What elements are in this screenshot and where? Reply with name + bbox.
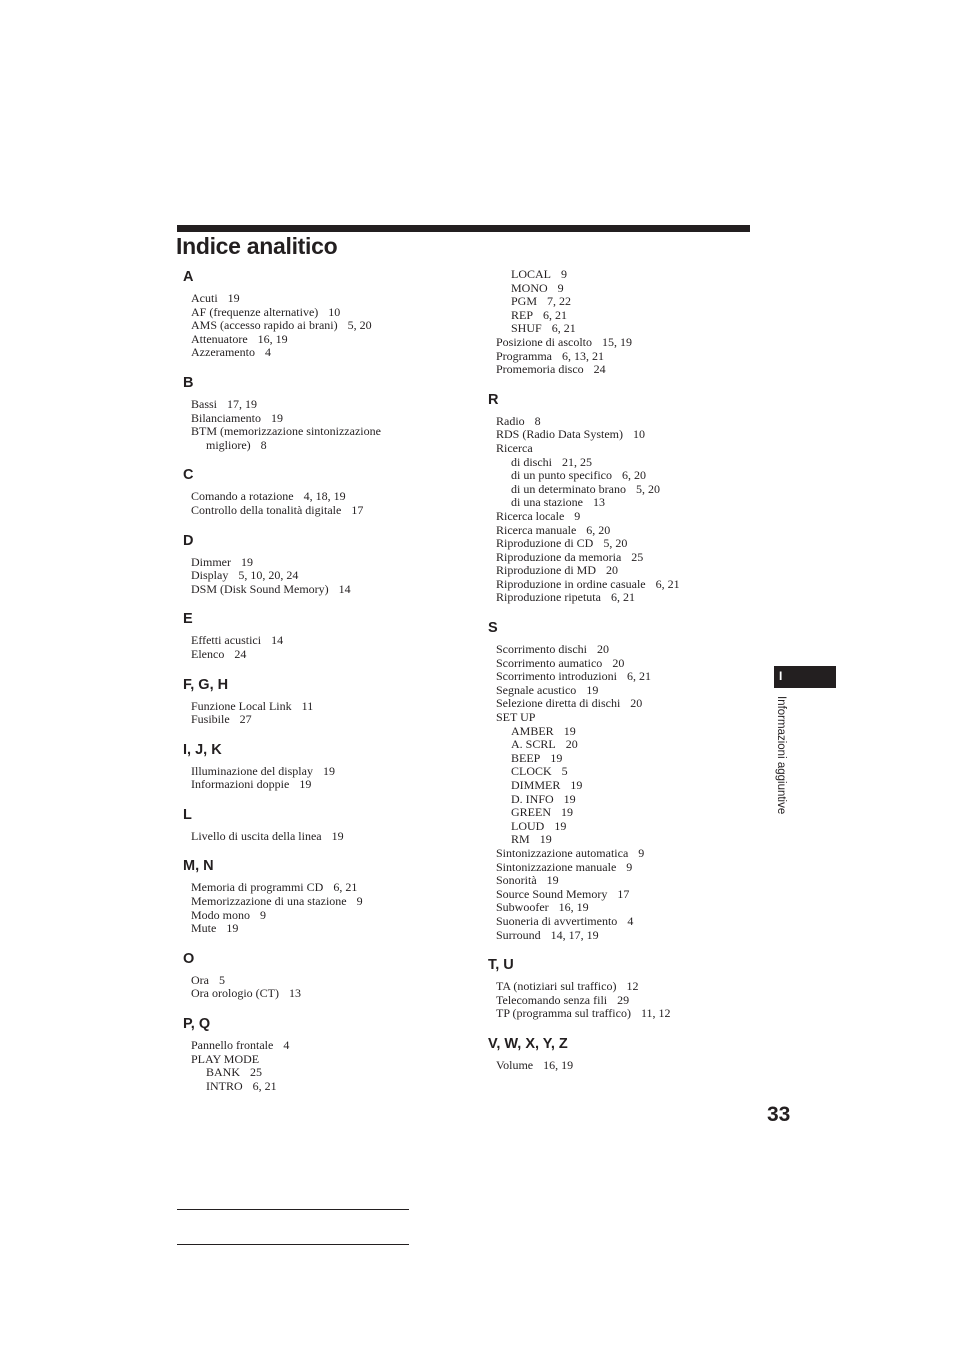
index-page-ref: 29 bbox=[617, 992, 630, 1007]
index-entry bbox=[183, 778, 423, 792]
index-term: Comando a rotazione bbox=[191, 489, 294, 504]
index-term: Attenuatore bbox=[191, 331, 248, 346]
index-term: DIMMER bbox=[511, 778, 561, 792]
index-entry bbox=[488, 643, 743, 657]
index-term: MONO bbox=[511, 280, 548, 295]
index-entry-list bbox=[183, 398, 423, 452]
index-term: Informazioni doppie bbox=[191, 777, 290, 792]
index-entry bbox=[488, 697, 743, 711]
index-page-ref: 5 bbox=[219, 972, 225, 987]
index-page-ref: 11, 12 bbox=[640, 1006, 671, 1021]
index-subentry bbox=[488, 282, 743, 296]
index-page-ref: 8 bbox=[534, 413, 541, 428]
index-page-ref: 19 bbox=[241, 554, 253, 569]
index-entry bbox=[488, 415, 743, 429]
index-term: AMS (accesso rapido ai brani) bbox=[191, 318, 338, 333]
index-term: Riproduzione ripetuta bbox=[496, 590, 601, 605]
index-term: SHUF bbox=[511, 321, 542, 336]
index-entry bbox=[183, 895, 423, 909]
index-page-ref: 6, 21 bbox=[543, 307, 568, 322]
index-entry bbox=[183, 881, 423, 895]
index-entry bbox=[488, 657, 743, 671]
index-page-ref: 8 bbox=[260, 437, 267, 452]
index-term: PLAY MODE bbox=[191, 1051, 260, 1066]
index-entry bbox=[183, 398, 423, 412]
index-term: RM bbox=[511, 832, 530, 847]
index-entry bbox=[488, 551, 743, 565]
index-letter-heading: O bbox=[183, 950, 195, 967]
index-page-ref: 19 bbox=[554, 818, 567, 833]
index-page-ref: 20 bbox=[606, 563, 618, 578]
index-term: Riproduzione di MD bbox=[496, 563, 596, 578]
index-entry-list bbox=[488, 980, 743, 1021]
index-term: GREEN bbox=[511, 805, 551, 820]
index-term: di un determinato brano bbox=[511, 481, 626, 496]
index-page-ref: 6, 20 bbox=[586, 522, 611, 537]
index-page-ref: 5, 20 bbox=[603, 536, 628, 551]
index-entry bbox=[183, 583, 423, 597]
index-term: AMBER bbox=[511, 723, 554, 738]
index-entry-list bbox=[183, 881, 423, 935]
index-section bbox=[183, 806, 423, 844]
index-page-ref: 9 bbox=[561, 267, 567, 281]
index-page-ref: 6, 13, 21 bbox=[562, 348, 604, 363]
index-page-ref: 16, 19 bbox=[558, 900, 589, 915]
index-term: Surround bbox=[496, 927, 541, 942]
index-entry bbox=[488, 994, 743, 1008]
index-entry bbox=[488, 929, 743, 943]
index-entry-list bbox=[183, 1039, 423, 1093]
index-page-ref: 14 bbox=[271, 633, 284, 648]
index-page-ref: 19 bbox=[539, 832, 552, 847]
index-entry bbox=[488, 711, 743, 725]
index-page-ref: 4, 18, 19 bbox=[303, 489, 346, 504]
index-section bbox=[183, 676, 423, 727]
index-term: Scorrimento dischi bbox=[496, 642, 587, 657]
index-page-ref: 25 bbox=[250, 1065, 263, 1080]
index-page-ref: 9 bbox=[557, 280, 564, 295]
index-section-continued bbox=[488, 268, 743, 377]
index-page-ref: 9 bbox=[260, 907, 267, 922]
index-term: Posizione di ascolto bbox=[496, 334, 592, 349]
index-page-ref: 19 bbox=[563, 791, 576, 806]
index-term: RDS (Radio Data System) bbox=[496, 427, 623, 442]
index-entry bbox=[183, 306, 423, 320]
index-term: Ora orologio (CT) bbox=[191, 986, 279, 1001]
index-section bbox=[183, 610, 423, 661]
footer-rule-2 bbox=[177, 1244, 409, 1245]
index-term: Riproduzione da memoria bbox=[496, 549, 622, 564]
index-term: Pannello frontale bbox=[191, 1038, 274, 1053]
index-page-ref: 4 bbox=[283, 1038, 290, 1053]
index-term: LOUD bbox=[511, 818, 545, 833]
index-entry bbox=[488, 578, 743, 592]
index-letter-heading: A bbox=[183, 269, 194, 285]
index-section bbox=[488, 1035, 743, 1073]
index-term: di dischi bbox=[511, 454, 552, 469]
index-subentry bbox=[488, 765, 743, 779]
index-page-ref: 19 bbox=[586, 682, 599, 697]
index-entry-list bbox=[183, 556, 423, 597]
index-letter-heading: C bbox=[183, 467, 194, 484]
index-page-ref: 9 bbox=[626, 859, 633, 874]
index-entry bbox=[488, 915, 743, 929]
index-entry-list bbox=[488, 643, 743, 942]
index-page-ref: 6, 20 bbox=[621, 468, 646, 483]
index-page-ref: 19 bbox=[570, 778, 583, 792]
index-entry bbox=[488, 684, 743, 698]
index-entry-list bbox=[183, 700, 423, 727]
section-tab-label: Informazioni aggiuntive bbox=[775, 696, 787, 815]
index-page-ref: 12 bbox=[626, 979, 639, 994]
index-page-ref: 19 bbox=[227, 291, 240, 305]
index-term: Ricerca manuale bbox=[496, 522, 577, 537]
index-term: Illuminazione del display bbox=[191, 763, 313, 778]
index-page-ref: 4 bbox=[627, 913, 634, 928]
index-page-ref: 6, 21 bbox=[333, 880, 358, 895]
index-entry bbox=[488, 428, 743, 442]
index-entry bbox=[183, 569, 423, 583]
index-term: A. SCRL bbox=[511, 737, 556, 752]
index-subentry bbox=[488, 456, 743, 470]
index-column-right bbox=[488, 268, 743, 1087]
index-term: Programma bbox=[496, 348, 552, 363]
index-page-ref: 24 bbox=[593, 362, 606, 377]
index-term: Scorrimento aumatico bbox=[496, 655, 603, 670]
index-term: Modo mono bbox=[191, 907, 251, 922]
index-page-ref: 20 bbox=[612, 655, 625, 670]
index-page-ref: 17, 19 bbox=[227, 396, 258, 411]
index-term: PGM bbox=[511, 294, 538, 309]
index-entry-list bbox=[488, 415, 743, 605]
index-term: Dimmer bbox=[191, 554, 231, 569]
index-subentry bbox=[488, 483, 743, 497]
index-term: AF (frequenze alternative) bbox=[191, 304, 319, 319]
index-term: Livello di uscita della linea bbox=[191, 828, 322, 843]
index-page-ref: 6, 21 bbox=[655, 576, 680, 591]
index-page-ref: 13 bbox=[592, 495, 605, 510]
index-page-ref: 11 bbox=[301, 698, 314, 713]
index-page-ref: 5, 20 bbox=[635, 481, 660, 496]
index-entry bbox=[183, 974, 423, 988]
index-page-ref: 19 bbox=[331, 828, 344, 843]
index-term: Display bbox=[191, 568, 229, 583]
index-subentry bbox=[488, 820, 743, 834]
index-entry bbox=[488, 510, 743, 524]
index-section bbox=[488, 391, 743, 605]
index-subentry bbox=[488, 496, 743, 510]
index-page-ref: 5, 20 bbox=[347, 318, 372, 333]
index-section bbox=[183, 532, 423, 597]
index-page-ref: 19 bbox=[322, 763, 335, 778]
index-letter-heading: F, G, H bbox=[183, 676, 229, 693]
index-subentry bbox=[488, 725, 743, 739]
index-page-ref: 20 bbox=[630, 696, 643, 711]
index-page-ref: 21, 25 bbox=[562, 454, 592, 469]
index-entry bbox=[488, 442, 743, 456]
index-term: Source Sound Memory bbox=[496, 886, 608, 901]
index-page-ref: 19 bbox=[563, 723, 576, 738]
index-subentry bbox=[183, 1066, 423, 1080]
index-page-ref: 4 bbox=[264, 345, 271, 360]
index-page-ref: 5 bbox=[561, 764, 568, 779]
index-letter-heading: T, U bbox=[488, 957, 514, 974]
index-entry bbox=[488, 888, 743, 902]
index-entry bbox=[183, 412, 423, 426]
index-section bbox=[183, 1015, 423, 1093]
index-term: Ricerca bbox=[496, 440, 533, 455]
index-page-ref: 19 bbox=[550, 750, 563, 765]
index-entry bbox=[183, 987, 423, 1001]
index-entry bbox=[183, 439, 423, 453]
index-entry bbox=[488, 336, 743, 350]
index-page-ref: 20 bbox=[565, 737, 578, 752]
index-entry bbox=[183, 292, 423, 306]
index-subentry bbox=[488, 779, 743, 793]
index-term: Bilanciamento bbox=[191, 410, 261, 425]
index-section bbox=[488, 619, 743, 942]
index-term: Suoneria di avvertimento bbox=[496, 913, 618, 928]
index-entry bbox=[183, 648, 423, 662]
index-page-ref: 19 bbox=[270, 410, 283, 425]
index-page-ref: 19 bbox=[561, 805, 573, 820]
index-term: Sonorità bbox=[496, 873, 537, 888]
index-letter-heading: V, W, X, Y, Z bbox=[488, 1035, 568, 1052]
index-term: DSM (Disk Sound Memory) bbox=[191, 581, 329, 596]
index-term: Scorrimento introduzioni bbox=[496, 669, 617, 684]
index-page-ref: 15, 19 bbox=[602, 334, 632, 349]
index-subentry bbox=[488, 309, 743, 323]
index-page-ref: 14, 17, 19 bbox=[550, 927, 599, 942]
index-page-ref: 16, 19 bbox=[543, 1057, 574, 1072]
index-entry bbox=[183, 504, 423, 518]
index-term: Volume bbox=[496, 1057, 534, 1072]
index-subentry bbox=[183, 1080, 423, 1094]
index-term: BEEP bbox=[511, 750, 541, 765]
index-section bbox=[488, 956, 743, 1021]
index-entry bbox=[183, 909, 423, 923]
index-term: TP (programma sul traffico) bbox=[496, 1006, 631, 1021]
index-letter-heading: E bbox=[183, 611, 193, 628]
index-letter-heading: L bbox=[183, 806, 192, 823]
index-entry bbox=[183, 765, 423, 779]
index-page-ref: 6, 21 bbox=[252, 1078, 277, 1093]
index-entry bbox=[488, 363, 743, 377]
index-page-ref: 10 bbox=[328, 304, 341, 319]
page-title: Indice analitico bbox=[176, 233, 338, 259]
index-term: Fusibile bbox=[191, 712, 230, 727]
index-term: Telecomando senza fili bbox=[496, 992, 608, 1007]
index-page-ref: 16, 19 bbox=[257, 331, 288, 346]
index-entry bbox=[488, 670, 743, 684]
index-entry bbox=[183, 490, 423, 504]
index-entry bbox=[183, 922, 423, 936]
index-subentry bbox=[488, 469, 743, 483]
index-term: Ricerca locale bbox=[496, 508, 565, 523]
footer-rule-1 bbox=[177, 1209, 409, 1210]
index-section bbox=[183, 857, 423, 935]
index-term: Mute bbox=[191, 921, 217, 936]
index-entry-list bbox=[183, 292, 423, 360]
index-entry-list bbox=[183, 974, 423, 1001]
index-term: Funzione Local Link bbox=[191, 698, 292, 713]
index-page-ref: 6, 21 bbox=[610, 590, 635, 605]
index-entry bbox=[488, 980, 743, 994]
index-letter-heading: B bbox=[183, 374, 194, 391]
index-term: Bassi bbox=[191, 396, 218, 411]
index-term: Sintonizzazione manuale bbox=[496, 859, 617, 874]
index-page-ref: 24 bbox=[234, 646, 247, 661]
index-term: Acuti bbox=[191, 291, 218, 305]
page-number: 33 bbox=[767, 1103, 791, 1126]
index-entry bbox=[488, 861, 743, 875]
index-term: CLOCK bbox=[511, 764, 552, 779]
index-entry bbox=[183, 634, 423, 648]
index-page-ref: 10 bbox=[633, 427, 645, 442]
index-letter-heading: R bbox=[488, 391, 499, 408]
index-term: BANK bbox=[206, 1065, 241, 1080]
index-section bbox=[183, 374, 423, 452]
index-term: INTRO bbox=[206, 1078, 243, 1093]
index-entry bbox=[488, 524, 743, 538]
index-term: Segnale acustico bbox=[496, 682, 577, 697]
index-term: Elenco bbox=[191, 646, 225, 661]
index-entry-list bbox=[183, 830, 423, 844]
index-page-ref: 9 bbox=[638, 845, 645, 860]
index-page-ref: 14 bbox=[338, 581, 351, 596]
index-section bbox=[183, 741, 423, 792]
index-term: Riproduzione in ordine casuale bbox=[496, 576, 646, 591]
index-section bbox=[183, 950, 423, 1001]
index-page-ref: 13 bbox=[288, 986, 301, 1001]
index-page-ref: 9 bbox=[356, 894, 363, 909]
index-entry bbox=[488, 564, 743, 578]
index-term: SET UP bbox=[496, 710, 536, 725]
index-term: Ora bbox=[191, 972, 209, 987]
index-entry bbox=[183, 319, 423, 333]
index-entry bbox=[183, 346, 423, 360]
index-section bbox=[183, 268, 423, 360]
index-entry bbox=[488, 537, 743, 551]
section-tab bbox=[774, 666, 836, 688]
index-page-ref: 27 bbox=[239, 712, 252, 727]
index-term: Memorizzazione di una stazione bbox=[191, 894, 347, 909]
index-page-ref: 19 bbox=[299, 777, 312, 792]
index-page-ref: 7, 22 bbox=[547, 294, 572, 309]
index-entry bbox=[183, 1053, 423, 1067]
index-term: Radio bbox=[496, 413, 525, 428]
index-term: LOCAL bbox=[511, 267, 551, 281]
index-page-ref: 25 bbox=[631, 549, 644, 564]
index-subentry bbox=[488, 793, 743, 807]
index-letter-heading: I, J, K bbox=[183, 741, 222, 758]
index-entry-list bbox=[183, 634, 423, 661]
index-entry bbox=[488, 901, 743, 915]
index-subentry bbox=[488, 833, 743, 847]
index-term: Subwoofer bbox=[496, 900, 549, 915]
index-entry bbox=[488, 1007, 743, 1021]
index-subentry bbox=[488, 295, 743, 309]
index-page-ref: 19 bbox=[226, 921, 239, 936]
index-entry bbox=[183, 333, 423, 347]
index-entry-list bbox=[488, 268, 743, 377]
index-term: di una stazione bbox=[511, 495, 583, 510]
index-page-ref: 17 bbox=[351, 502, 364, 517]
index-term: REP bbox=[511, 307, 534, 322]
index-term: Effetti acustici bbox=[191, 633, 262, 648]
index-column-left bbox=[183, 268, 423, 1107]
index-subentry bbox=[488, 268, 743, 282]
index-page-ref: 19 bbox=[546, 873, 559, 888]
index-entry bbox=[183, 830, 423, 844]
index-page-ref: 20 bbox=[596, 642, 609, 657]
index-entry bbox=[488, 1059, 743, 1073]
index-entry-list bbox=[183, 490, 423, 517]
index-page-ref: 5, 10, 20, 24 bbox=[238, 568, 299, 583]
index-entry bbox=[488, 591, 743, 605]
index-term: Promemoria disco bbox=[496, 362, 584, 377]
index-page-ref: 6, 21 bbox=[551, 321, 576, 336]
index-letter-heading: M, N bbox=[183, 858, 214, 875]
index-term: di un punto specifico bbox=[511, 468, 612, 483]
index-term: D. INFO bbox=[511, 791, 554, 806]
index-entry-list bbox=[488, 1059, 743, 1073]
index-term: Azzeramento bbox=[191, 345, 255, 360]
index-term: Controllo della tonalità digitale bbox=[191, 502, 342, 517]
index-page-ref: 9 bbox=[574, 508, 581, 523]
index-entry-list bbox=[183, 765, 423, 792]
index-term: BTM (memorizzazione sintonizzazione bbox=[191, 424, 381, 439]
index-term: Sintonizzazione automatica bbox=[496, 845, 629, 860]
index-entry bbox=[488, 350, 743, 364]
index-term: Riproduzione di CD bbox=[496, 536, 594, 551]
index-term: migliore) bbox=[206, 437, 251, 452]
index-subentry bbox=[488, 738, 743, 752]
index-letter-heading: D bbox=[183, 532, 194, 549]
index-entry bbox=[183, 700, 423, 714]
index-term: Memoria di programmi CD bbox=[191, 880, 324, 895]
index-entry bbox=[488, 874, 743, 888]
section-tab-letter: I bbox=[779, 669, 783, 683]
index-entry bbox=[183, 556, 423, 570]
index-term: TA (notiziari sul traffico) bbox=[496, 979, 617, 994]
index-subentry bbox=[488, 322, 743, 336]
index-entry bbox=[183, 713, 423, 727]
index-page-ref: 17 bbox=[617, 886, 630, 901]
index-page-ref: 6, 21 bbox=[626, 669, 651, 684]
index-letter-heading: P, Q bbox=[183, 1016, 211, 1033]
index-subentry bbox=[488, 806, 743, 820]
index-section bbox=[183, 466, 423, 517]
index-subentry bbox=[488, 752, 743, 766]
index-term: Selezione diretta di dischi bbox=[496, 696, 621, 711]
index-entry bbox=[183, 1039, 423, 1053]
index-entry bbox=[488, 847, 743, 861]
index-letter-heading: S bbox=[488, 620, 498, 637]
index-entry bbox=[183, 425, 423, 439]
